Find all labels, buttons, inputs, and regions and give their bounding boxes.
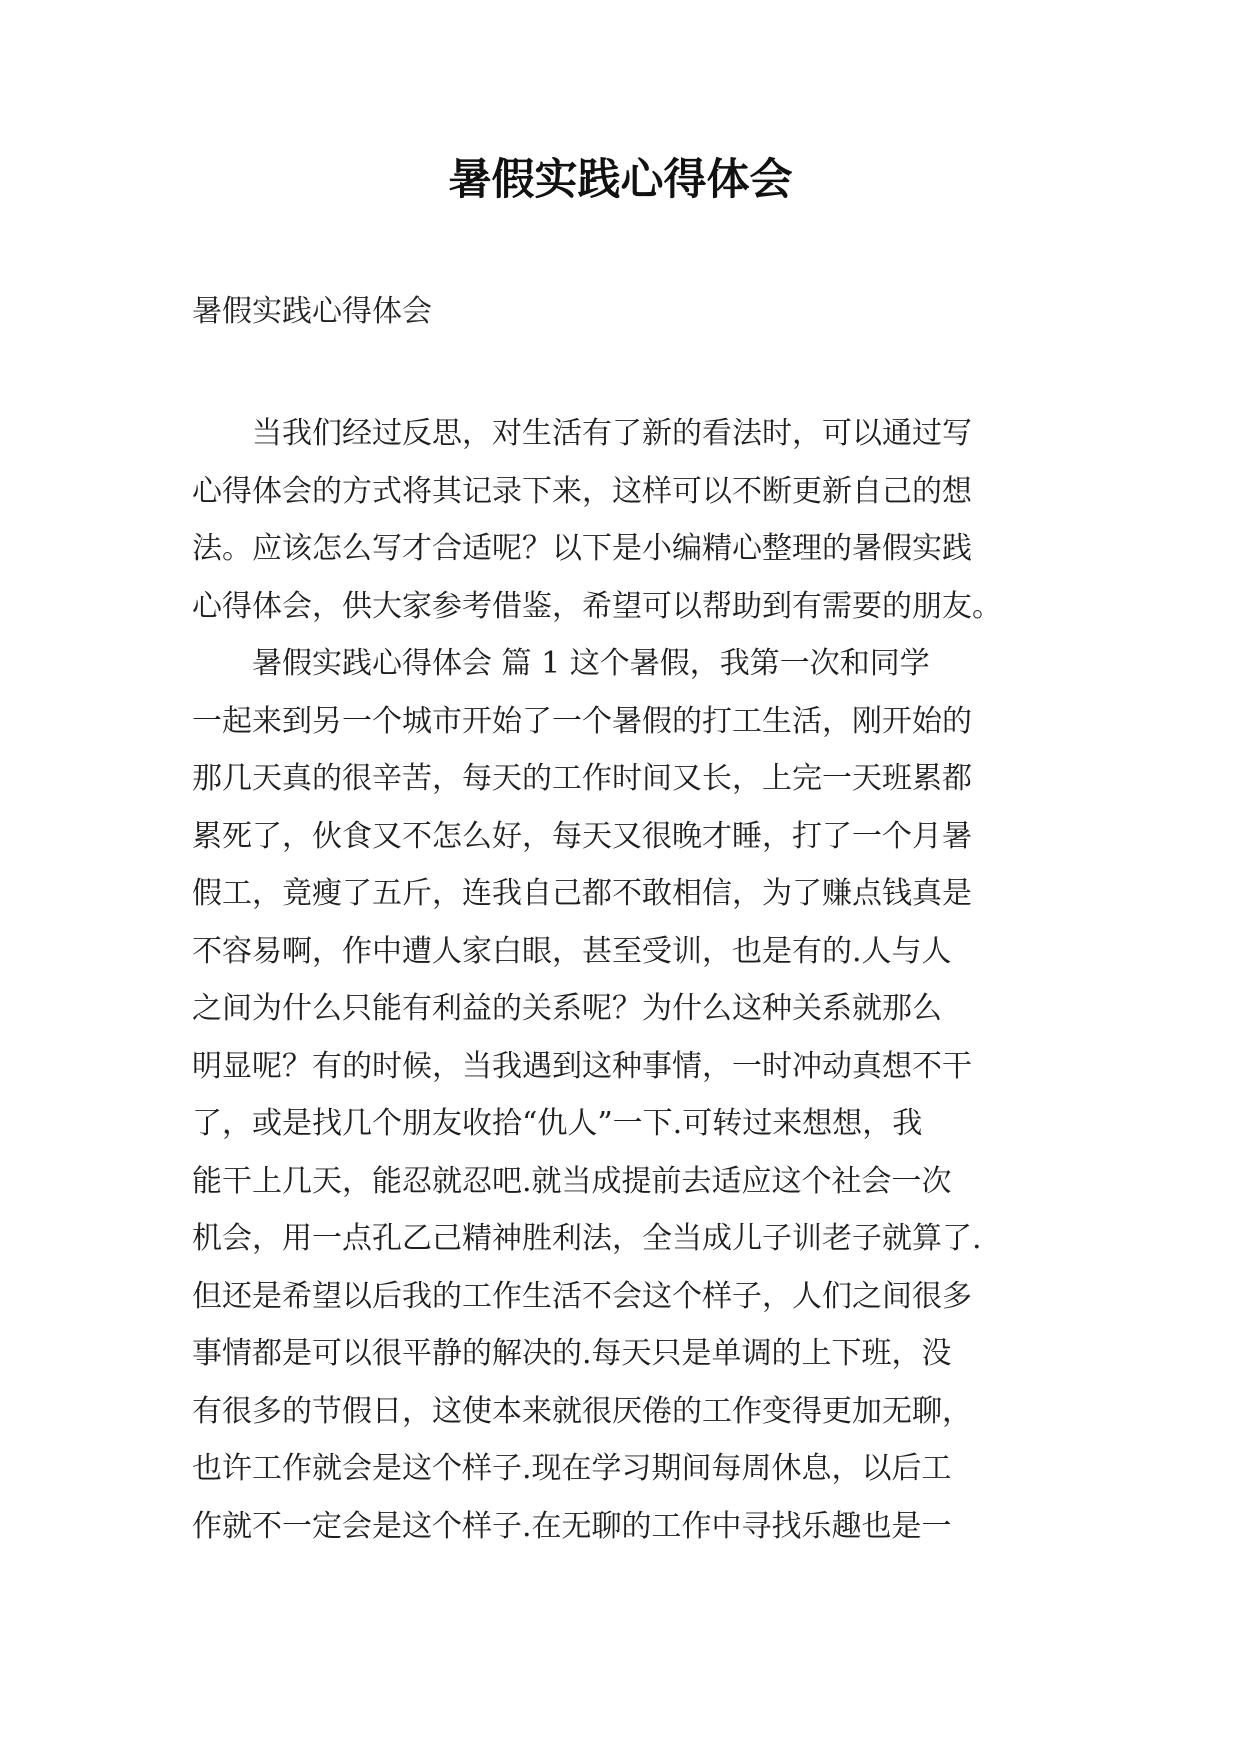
body-line: 假工，竟瘦了五斤，连我自己都不敢相信，为了赚点钱真是	[192, 876, 972, 911]
body-line: 机会，用一点孔乙己精神胜利法，全当成儿子训老子就算了.	[192, 1221, 982, 1256]
body-line: 那几天真的很辛苦，每天的工作时间又长，上完一天班累都	[192, 761, 972, 796]
body-line: 事情都是可以很平静的解决的.每天只是单调的上下班，没	[192, 1336, 952, 1371]
body-line: 法。应该怎么写才合适呢？以下是小编精心整理的暑假实践	[192, 531, 972, 566]
document-subtitle: 暑假实践心得体会	[192, 294, 432, 329]
body-line: 之间为什么只能有利益的关系呢？为什么这种关系就那么	[192, 991, 942, 1026]
body-line: 有很多的节假日，这使本来就很厌倦的工作变得更加无聊，	[192, 1393, 972, 1429]
body-line: 作就不一定会是这个样子.在无聊的工作中寻找乐趣也是一	[192, 1508, 952, 1544]
body-line: 心得体会的方式将其记录下来，这样可以不断更新自己的想	[192, 473, 972, 509]
body-line: 能干上几天，能忍就忍吧.就当成提前去适应这个社会一次	[192, 1163, 952, 1199]
body-line: 不容易啊，作中遭人家白眼，甚至受训，也是有的.人与人	[192, 933, 952, 969]
body-line: 累死了，伙食又不怎么好，每天又很晚才睡，打了一个月暑	[192, 818, 972, 854]
body-line: 了，或是找几个朋友收拾“仇人”一下.可转过来想想，我	[192, 1106, 923, 1141]
body-line: 一起来到另一个城市开始了一个暑假的打工生活，刚开始的	[192, 703, 972, 739]
body-line: 当我们经过反思，对生活有了新的看法时，可以通过写	[252, 416, 972, 451]
body-line: 但还是希望以后我的工作生活不会这个样子，人们之间很多	[192, 1278, 972, 1314]
body-line: 明显呢？有的时候，当我遇到这种事情，一时冲动真想不干	[192, 1048, 972, 1084]
document-title: 暑假实践心得体会	[448, 155, 793, 205]
body-line: 也许工作就会是这个样子.现在学习期间每周休息，以后工	[192, 1451, 952, 1486]
body-line: 心得体会，供大家参考借鉴，希望可以帮助到有需要的朋友。	[192, 588, 1002, 624]
section-heading-line: 暑假实践心得体会 篇 1 这个暑假，我第一次和同学	[252, 646, 930, 681]
document-body	[192, 405, 1052, 1555]
